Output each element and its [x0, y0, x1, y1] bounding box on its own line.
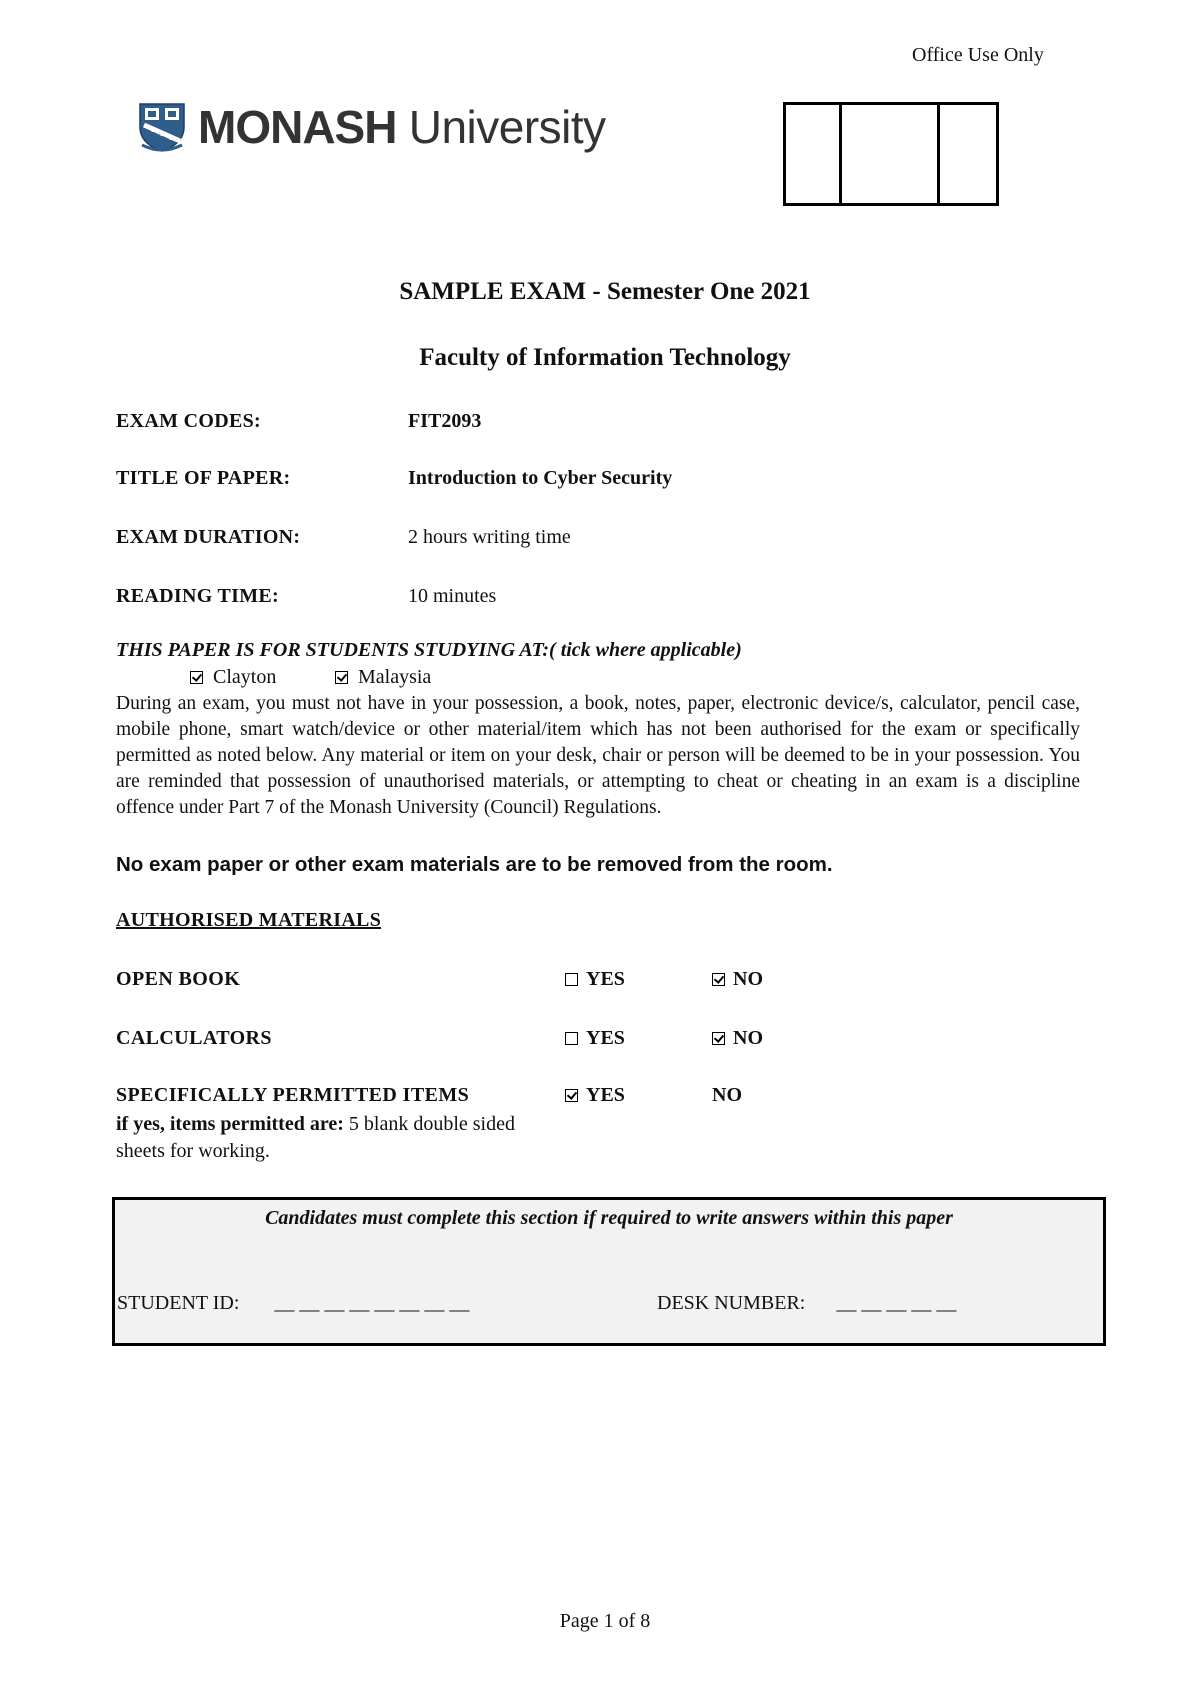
desk-number-blank[interactable]: __ __ __ __ __ — [836, 1292, 957, 1314]
studying-at-heading: THIS PAPER IS FOR STUDENTS STUDYING AT:( tick where applicable) — [116, 639, 742, 661]
permitted-items-yes[interactable]: YES — [565, 1084, 625, 1107]
removal-notice: No exam paper or other exam materials are to be removed from the room. — [116, 853, 833, 876]
checkbox-unchecked-icon[interactable] — [565, 1032, 578, 1045]
checkbox-checked-icon[interactable] — [190, 671, 203, 684]
exam-duration-label: EXAM DURATION: — [116, 526, 301, 548]
checkbox-checked-icon[interactable] — [565, 1089, 578, 1102]
office-use-box-1 — [786, 105, 842, 203]
campus-malaysia[interactable] — [335, 666, 431, 689]
calculators-yes[interactable]: YES — [565, 1027, 625, 1050]
paper-title-value: Introduction to Cyber Security — [408, 467, 673, 489]
student-id-field[interactable]: STUDENT ID: __ __ __ __ __ __ __ __ — [117, 1292, 470, 1314]
exam-codes-label: EXAM CODES: — [116, 410, 261, 432]
exam-codes-value: FIT2093 — [408, 410, 482, 432]
campus-label: Malaysia — [358, 666, 432, 688]
office-use-box-2 — [842, 105, 940, 203]
candidate-section-title: Candidates must complete this section if required to write answers within this paper — [265, 1207, 953, 1229]
faculty-title: Faculty of Information Technology — [419, 344, 791, 371]
reading-time-value: 10 minutes — [408, 585, 497, 607]
exam-title: SAMPLE EXAM - Semester One 2021 — [399, 278, 811, 305]
permitted-items-no[interactable]: NO — [712, 1084, 742, 1106]
monash-crest-icon — [136, 101, 188, 153]
desk-number-field[interactable]: DESK NUMBER: __ __ __ __ __ — [657, 1292, 957, 1314]
authorised-materials-heading: AUTHORISED MATERIALS — [116, 909, 382, 931]
campus-label: Clayton — [213, 666, 277, 688]
reading-time-label: READING TIME: — [116, 585, 279, 607]
exam-rules-paragraph: During an exam, you must not have in your possession, a book, notes, paper, electronic device/s, calculator, pencil case, mobile phone, smart watch/device or other material/item which has not been authorised for the exam or specifically permitted as noted below. Any material or item on your desk, chair or person will be deemed to be in your possession. You are reminded that possession of unauthorised materials, or attempting to cheat or cheating in an exam is a discipline offence under Part 7 of the Monash University (Council) Regulations. — [116, 693, 1080, 818]
checkbox-checked-icon[interactable] — [712, 973, 725, 986]
calculators-no[interactable]: NO — [712, 1027, 763, 1050]
checkbox-checked-icon[interactable] — [712, 1032, 725, 1045]
paper-title-label: TITLE OF PAPER: — [116, 467, 291, 489]
permitted-items-detail: if yes, items permitted are: 5 blank double sided sheets for working. — [116, 1113, 515, 1162]
candidate-section — [112, 1197, 1106, 1346]
office-use-box-3 — [940, 105, 996, 203]
permitted-items-label: SPECIFICALLY PERMITTED ITEMS — [116, 1084, 470, 1106]
student-id-blank[interactable]: __ __ __ __ __ __ __ __ — [274, 1292, 470, 1314]
page-number: Page 1 of 8 — [559, 1610, 651, 1632]
checkbox-unchecked-icon[interactable] — [565, 973, 578, 986]
open-book-label: OPEN BOOK — [116, 968, 241, 990]
office-use-boxes — [783, 102, 999, 206]
open-book-yes[interactable]: YES — [565, 968, 625, 991]
open-book-no[interactable]: NO — [712, 968, 763, 991]
office-use-label: Office Use Only — [912, 44, 1044, 66]
checkbox-checked-icon[interactable] — [335, 671, 348, 684]
logo-wordmark: MONASH University — [198, 101, 606, 153]
campus-clayton[interactable] — [190, 666, 276, 689]
calculators-label: CALCULATORS — [116, 1027, 272, 1049]
exam-duration-value: 2 hours writing time — [408, 526, 571, 548]
monash-logo — [136, 100, 606, 154]
